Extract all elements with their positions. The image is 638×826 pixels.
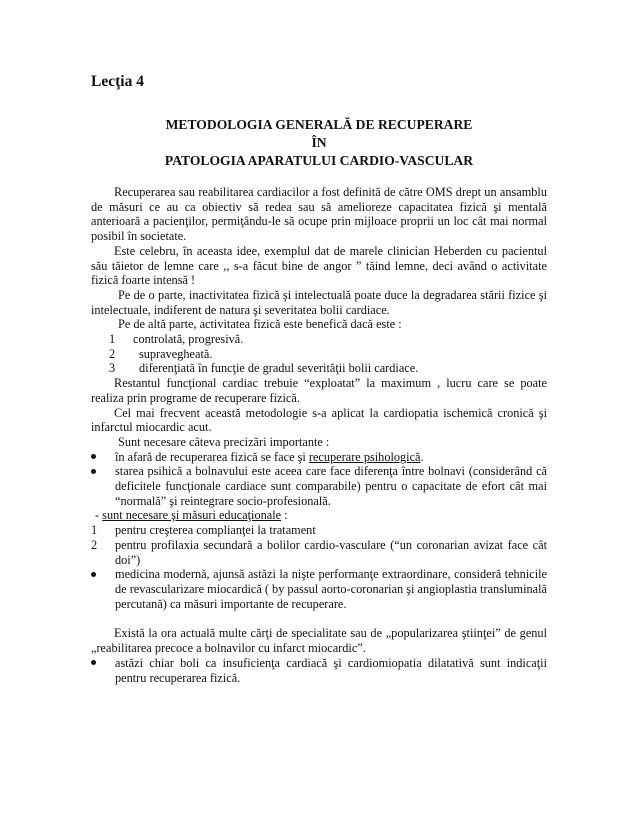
paragraph-definition: Recuperarea sau reabilitarea cardiacilor a fost definită de către OMS drept un ansamblu de măsuri ce au ca obiectiv să redea sau să amelioreze capacitatea fizică şi mentală anterioară a pacienţilor, permiţându-le să ocupe prin mijloace proprii un loc cât mai normal posibil în societate. <box>91 185 547 244</box>
list-item <box>91 464 547 508</box>
list-number: 2 <box>91 537 98 552</box>
bullet-text-end: . <box>420 449 424 464</box>
bullet-icon <box>91 567 96 582</box>
list-item-text: controlată, progresivă. <box>133 332 244 347</box>
list-item-text: pentru creşterea complianţei la tratament <box>115 523 316 538</box>
chapter-title <box>91 116 547 170</box>
paragraph-heberden: Este celebru, în aceasta idee, exemplul dat de marele clinician Heberden cu pacientul său tăietor de lemne care ,, s-a făcut bine de angor ” tăind lemne, deci având o activitate fizică foarte intensă ! <box>91 243 547 288</box>
list-item-text: starea psihică a bolnavului este aceea care face diferenţa între bolnavi (considerând că deficitele funcţionale cardiace sunt comparabile) pentru o capacitate de efort cât mai “normală” şi reintegrare socio-profesională. <box>115 464 547 508</box>
bullet-icon <box>91 656 96 671</box>
colon: : <box>281 508 288 523</box>
spacer <box>91 611 547 626</box>
list-item <box>109 347 547 362</box>
lesson-heading: Lecţia 4 <box>91 73 144 90</box>
list-item-text: astăzi chiar boli ca insuficienţa cardiacă şi cardiomiopatia dilatativă sunt indicaţii pentru recuperarea fizică. <box>115 655 547 685</box>
list-item <box>109 332 547 347</box>
list-item-text: diferenţiată în funcţie de gradul severităţii bolii cardiace. <box>139 361 419 376</box>
list-number: 1 <box>109 332 116 347</box>
list-item-text: supravegheată. <box>139 346 213 361</box>
bullet-icon <box>91 464 96 479</box>
list-number: 3 <box>109 361 116 376</box>
list-item <box>91 538 547 567</box>
underlined-text: sunt necesare şi măsuri educaţionale <box>102 508 282 523</box>
list-item-text: pentru profilaxia secundară a bolilor cardio-vasculare (“un coronarian avizat face cât doi”) <box>115 537 547 567</box>
list-number: 2 <box>109 346 116 361</box>
paragraph-clarifications: Sunt necesare câteva precizări importante : <box>118 434 330 449</box>
list-item <box>109 361 547 376</box>
bullet-icon <box>91 450 96 465</box>
dash: - <box>95 508 103 523</box>
list-item-text: medicina modernă, ajunsă astăzi la nişte performanţe extraordinare, consideră tehnicile de revascularizare miocardică ( by passul aorto-coronarian şi angioplastia transluminală percutană) ca măsuri importante de recuperare. <box>115 567 547 611</box>
document-body <box>91 185 547 685</box>
list-item <box>91 523 547 538</box>
title-line-1: METODOLOGIA GENERALĂ DE RECUPERARE <box>165 117 473 132</box>
list-item <box>91 656 547 685</box>
paragraph-educational <box>91 508 547 523</box>
paragraph-methodology: Cel mai frecvent această metodologie s-a aplicat la cardiopatia ischemică cronică şi infarctul miocardic acut. <box>91 405 547 435</box>
paragraph-activity: Pe de altă parte, activitatea fizică este benefică dacă este : <box>118 317 402 332</box>
list-item-text <box>115 450 424 464</box>
bullet-text: în afară de recuperarea fizică se face şi <box>115 449 309 464</box>
title-line-2: ÎN <box>311 135 327 150</box>
paragraph-literature: Există la ora actuală multe cărţi de specialitate sau de „popularizarea ştiinţei” de genul „reabilitarea precoce a bolnavilor cu infarct miocardic”. <box>91 626 547 656</box>
list-number: 1 <box>91 523 98 538</box>
paragraph-inactivity: Pe de o parte, inactivitatea fizică şi intelectuală poate duce la degradarea stării fizice şi intelectuale, indiferent de natura şi severitatea bolii cardiace. <box>91 287 547 317</box>
title-line-3: PATOLOGIA APARATULUI CARDIO-VASCULAR <box>164 153 474 168</box>
paragraph-functional-reserve: Restantul funcţional cardiac trebuie “exploatat” la maximum , lucru care se poate realiza prin programe de recuperare fizică. <box>91 376 547 405</box>
list-item <box>91 567 547 611</box>
underlined-text: recuperare psihologică <box>308 449 421 464</box>
list-item <box>91 450 547 465</box>
